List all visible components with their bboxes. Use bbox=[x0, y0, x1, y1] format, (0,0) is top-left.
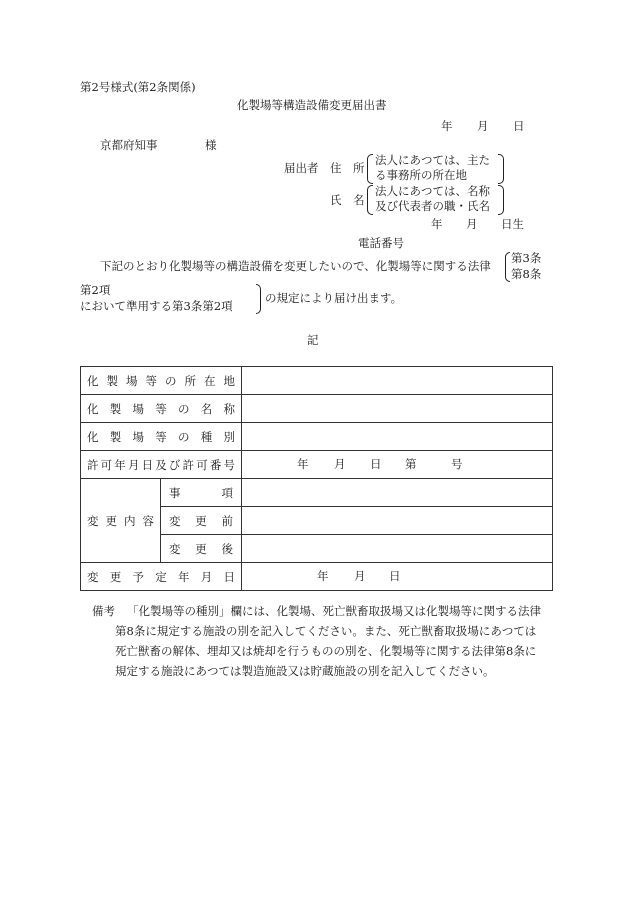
name-label: 氏 名 bbox=[330, 193, 365, 207]
applied-clause: において準用する第3条第2項 bbox=[80, 299, 233, 313]
change-after-value[interactable] bbox=[242, 535, 553, 563]
addressee-name: 京都府知事 bbox=[100, 138, 158, 152]
permit-label: 許可年月日及び許可番号 bbox=[81, 451, 242, 479]
change-item-value[interactable] bbox=[242, 479, 553, 507]
form-number: 第2号様式(第2条関係) bbox=[80, 80, 196, 94]
change-content-label: 変更内容 bbox=[81, 479, 161, 563]
name-note-brace-right bbox=[498, 185, 504, 215]
address-label: 住 所 bbox=[330, 161, 365, 175]
table-row bbox=[81, 451, 553, 479]
address-note-line1: 法人にあつては、主た bbox=[375, 153, 490, 167]
remarks-line1: 「化製場等の種別」欄には、化製場、死亡獣畜取扱場又は化製場等に関する法律 bbox=[127, 604, 541, 618]
remarks-line4: 規定する施設にあつては製造施設又は貯蔵施設の別を記入してください。 bbox=[115, 664, 495, 678]
facility-name-label: 化製場等の名称 bbox=[81, 395, 242, 423]
name-note-line2: 及び代表者の職・氏名 bbox=[375, 199, 490, 213]
facility-type-value[interactable] bbox=[242, 423, 553, 451]
change-after-label: 変更後 bbox=[161, 535, 242, 563]
address-note-line2: る事務所の所在地 bbox=[375, 168, 467, 182]
address-note-brace-right bbox=[498, 154, 504, 184]
planned-date-value[interactable]: 年 月 日 bbox=[242, 563, 553, 591]
table-row bbox=[81, 563, 553, 591]
location-label: 化製場等の所在地 bbox=[81, 367, 242, 395]
remarks-line2: 第8条に規定する施設の別を記入してください。また、死亡獣畜取扱場にあつては bbox=[115, 624, 537, 638]
applicant-label: 届出者 bbox=[284, 161, 319, 175]
article-8: 第8条 bbox=[511, 267, 542, 281]
change-before-label: 変更前 bbox=[161, 507, 242, 535]
clause-brace bbox=[256, 284, 261, 314]
table-row bbox=[81, 367, 553, 395]
address-note-brace-left bbox=[367, 154, 373, 184]
ki-heading: 記 bbox=[307, 333, 319, 347]
permit-value[interactable]: 年 月 日 第 号 bbox=[242, 451, 553, 479]
change-details-table bbox=[80, 366, 553, 591]
change-before-value[interactable] bbox=[242, 507, 553, 535]
remarks-label: 備考 bbox=[92, 604, 115, 618]
facility-name-value[interactable] bbox=[242, 395, 553, 423]
body-line-end: の規定により届け出ます。 bbox=[265, 291, 403, 305]
facility-type-label: 化製場等の種別 bbox=[81, 423, 242, 451]
article-3: 第3条 bbox=[511, 251, 542, 265]
name-note-line1: 法人にあつては、名称 bbox=[375, 184, 490, 198]
document-title: 化製場等構造設備変更届出書 bbox=[237, 98, 387, 112]
table-row bbox=[81, 479, 553, 507]
table-row bbox=[81, 423, 553, 451]
article-brace bbox=[505, 252, 510, 282]
addressee-honorific: 様 bbox=[205, 138, 217, 152]
body-line1: 下記のとおり化製場等の構造設備を変更したいので、化製場等に関する法律 bbox=[100, 259, 491, 273]
clause-2: 第2項 bbox=[80, 283, 111, 297]
name-note-brace-left bbox=[367, 185, 373, 215]
location-value[interactable] bbox=[242, 367, 553, 395]
change-item-label: 事項 bbox=[161, 479, 242, 507]
remarks-line3: 死亡獣畜の解体、埋却又は焼却を行うものの別を、化製場等に関する法律第8条に bbox=[115, 644, 537, 658]
planned-date-label: 変更予定年月日 bbox=[81, 563, 242, 591]
table-row bbox=[81, 395, 553, 423]
phone-label: 電話番号 bbox=[358, 236, 404, 250]
